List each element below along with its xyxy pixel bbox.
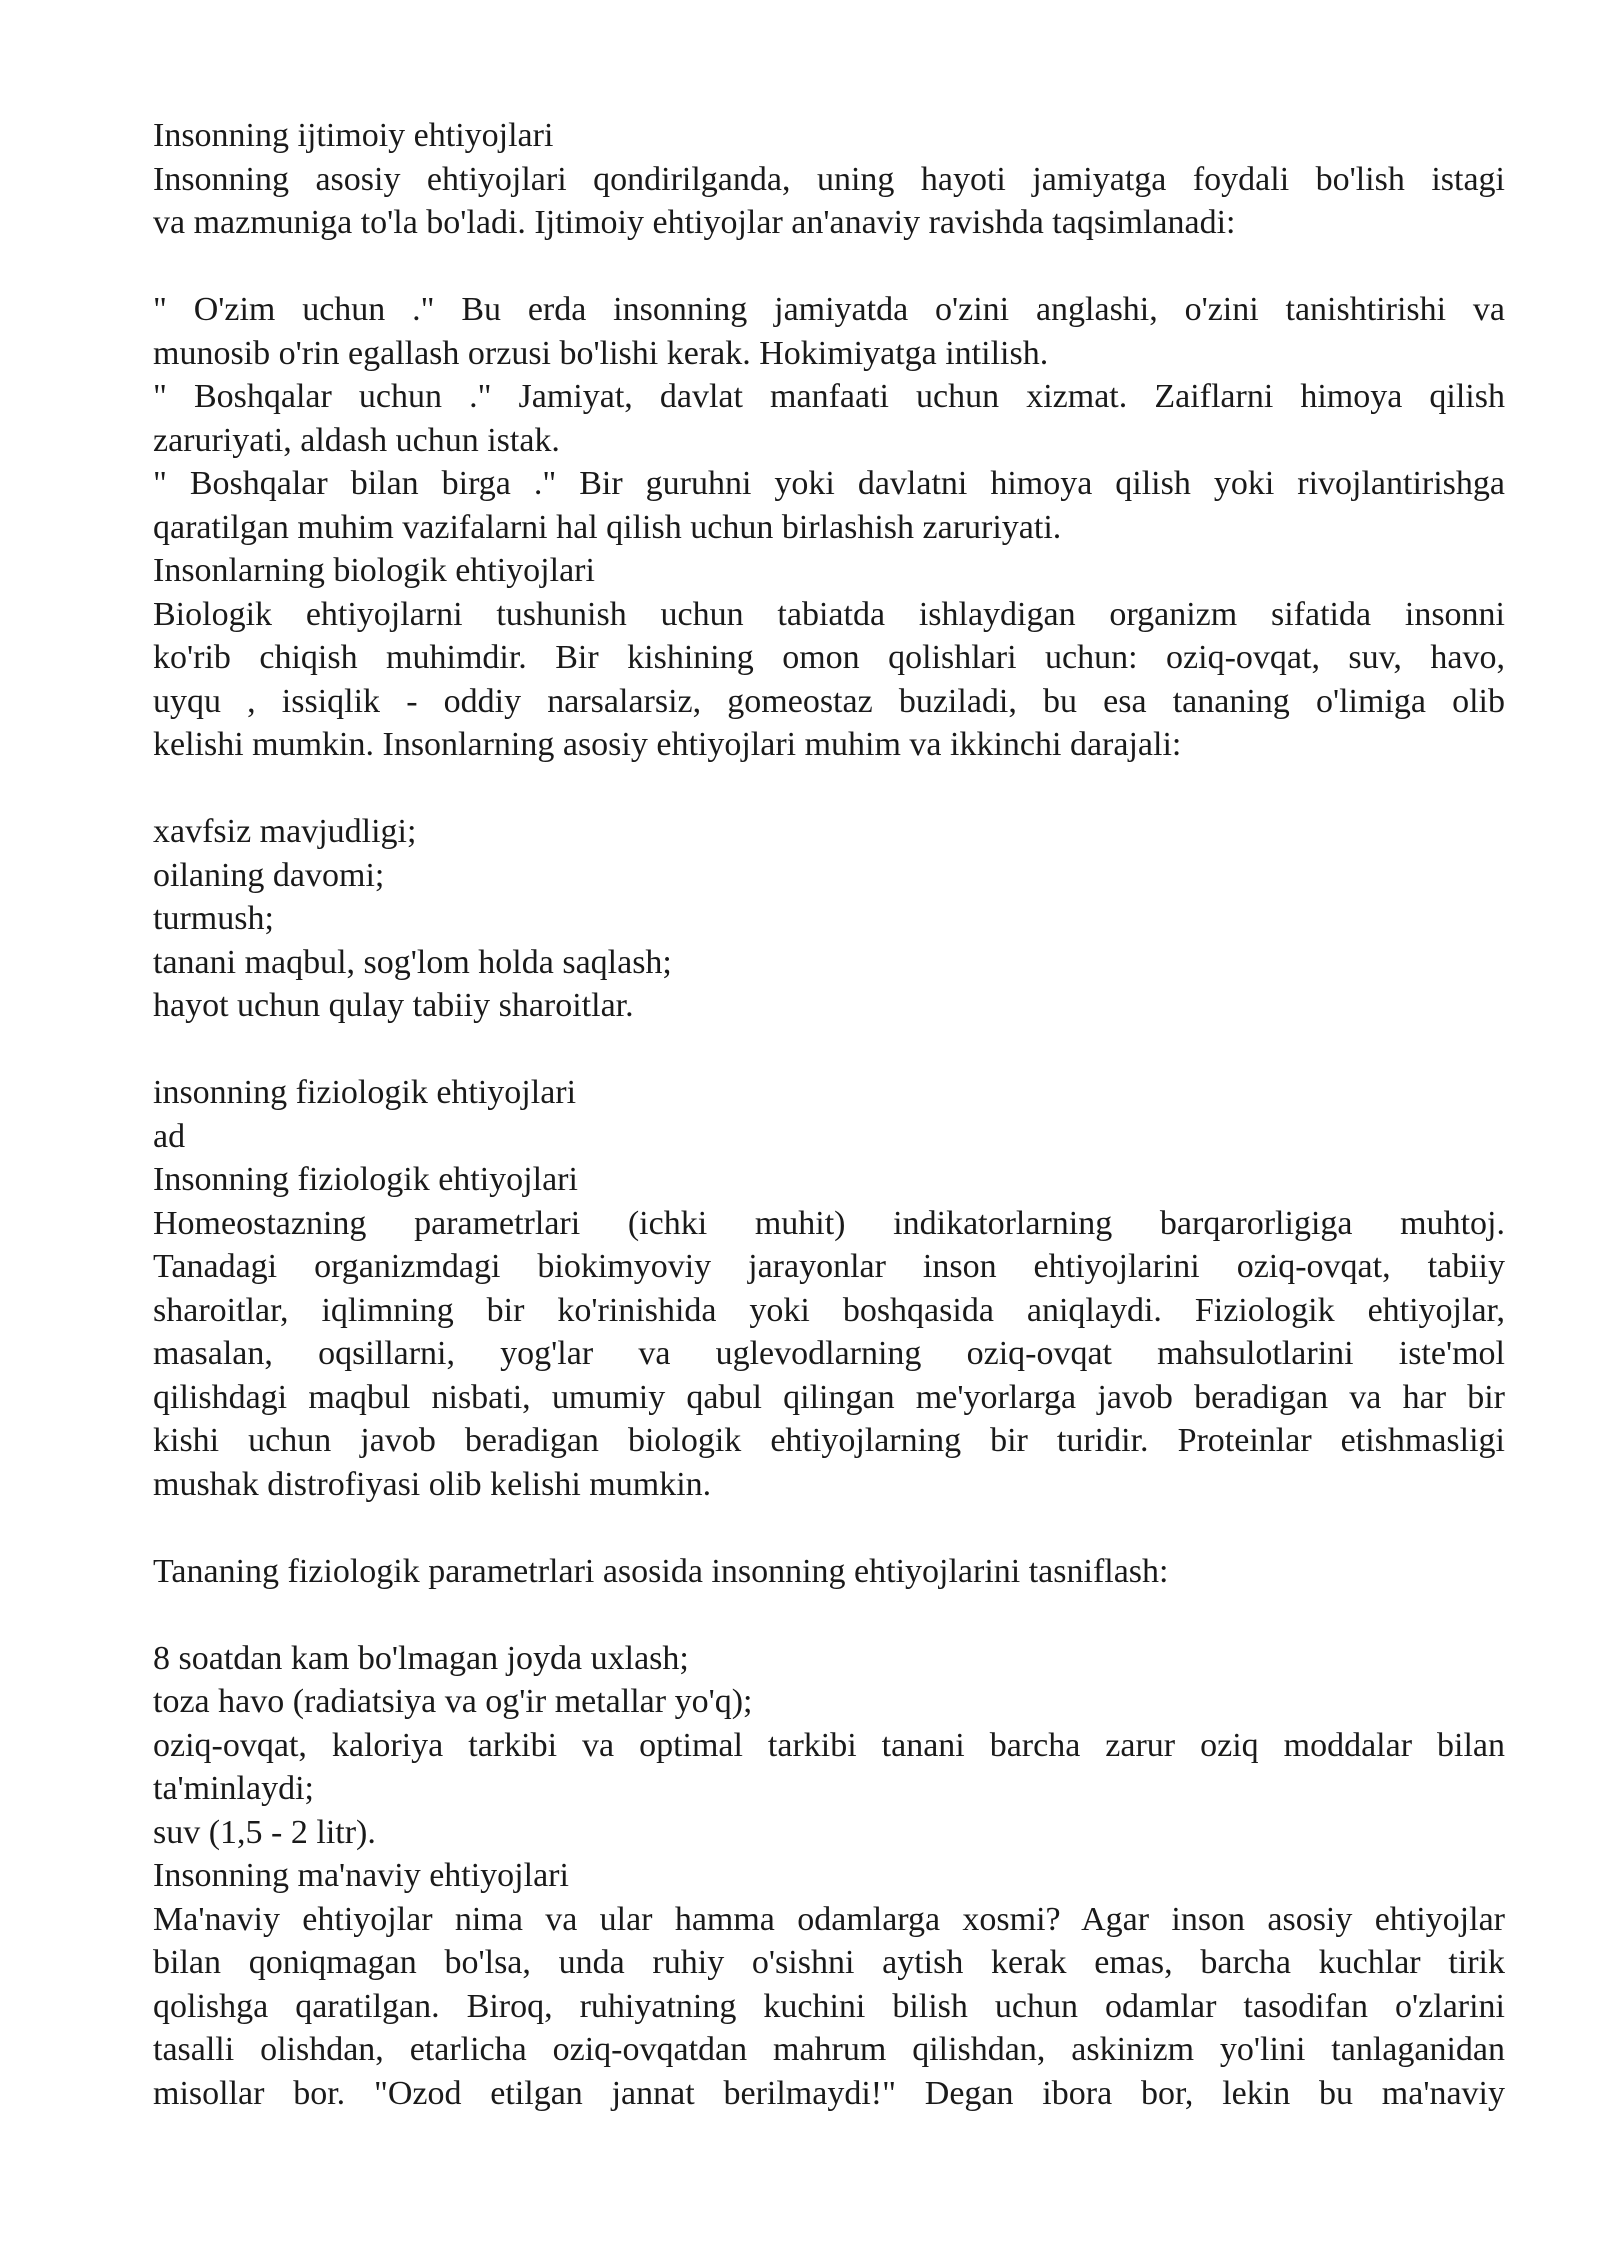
text-line: hayot uchun qulay tabiiy sharoitlar. [153,987,634,1024]
blank-line [153,1028,1505,1072]
text-line: ko'rib chiqish muhimdir. Bir kishining omon qolishlari uchun: oziq-ovqat, suv, havo, [153,639,1505,676]
text-line: suv (1,5 - 2 litr). [153,1813,376,1851]
text-line: qaratilgan muhim vazifalarni hal qilish uchun birlashish zaruriyati. [153,508,1062,546]
text-line: uyqu , issiqlik - oddiy narsalarsiz, gomeostaz buziladi, bu esa tananing o'limiga olib [153,682,1505,720]
text-line: Biologik ehtiyojlarni tushunish uchun tabiatda ishlaydigan organizm sifatida insonni [153,595,1505,633]
blank-line [153,1506,1505,1550]
text-line: insonning fiziologik ehtiyojlari [153,1074,577,1111]
text-line: kelishi mumkin. Insonlarning asosiy ehtiyojlari muhim va ikkinchi darajali: [153,726,1182,763]
text-line: toza havo (radiatsiya va og'ir metallar yo'q); [153,1683,753,1720]
blank-line [153,767,1505,811]
text-line: ad [153,1117,186,1155]
text-line: " Boshqalar uchun ." Jamiyat, davlat manfaati uchun xizmat. Zaiflarni himoya qilish [153,378,1505,415]
text-line: oilaning davomi; [153,856,385,894]
text-line: Tanadagi organizmdagi biokimyoviy jarayonlar inson ehtiyojlarini oziq-ovqat, tabiiy [153,1248,1505,1285]
text-line: " O'zim uchun ." Bu erda insonning jamiyatda o'zini anglashi, o'zini tanishtirishi va [153,291,1505,328]
text-line: sharoitlar, iqlimning bir ko'rinishida yoki boshqasida aniqlaydi. Fiziologik ehtiyojlar, [153,1291,1505,1329]
text-line: ta'minlaydi; [153,1770,314,1807]
document-page [153,114,1505,2115]
text-line: Insonning ijtimoiy ehtiyojlari [153,117,554,154]
blank-line [153,1593,1505,1637]
text-line: " Boshqalar bilan birga ." Bir guruhni yoki davlatni himoya qilish yoki rivojlantirishga [153,465,1505,502]
text-line: Tananing fiziologik parametrlari asosida insonning ehtiyojlarini tasniflash: [153,1552,1169,1590]
text-line: bilan qoniqmagan bo'lsa, unda ruhiy o'sishni aytish kerak emas, barcha kuchlar tirik [153,1944,1505,1981]
text-line: Homeostazning parametrlari (ichki muhit) indikatorlarning barqarorligiga muhtoj. [153,1204,1505,1242]
text-line: kishi uchun javob beradigan biologik ehtiyojlarning bir turidir. Proteinlar etishmasligi [153,1422,1505,1459]
text-line: mushak distrofiyasi olib kelishi mumkin. [153,1465,712,1503]
text-line: oziq-ovqat, kaloriya tarkibi va optimal tarkibi tanani barcha zarur oziq moddalar bilan [153,1726,1505,1764]
text-line: misollar bor. "Ozod etilgan jannat berilmaydi!" Degan ibora bor, lekin bu ma'naviy [153,2074,1505,2112]
text-line: qolishga qaratilgan. Biroq, ruhiyatning kuchini bilish uchun odamlar tasodifan o'zlarini [153,1987,1505,2025]
text-line: tanani maqbul, sog'lom holda saqlash; [153,943,672,981]
text-line: tasalli olishdan, etarlicha oziq-ovqatdan mahrum qilishdan, askinizm yo'lini tanlaganidan [153,2031,1505,2068]
blank-line [153,245,1505,289]
text-line: Insonlarning biologik ehtiyojlari [153,552,595,589]
text-line: Insonning ma'naviy ehtiyojlari [153,1857,569,1894]
text-line: munosib o'rin egallash orzusi bo'lishi kerak. Hokimiyatga intilish. [153,334,1049,372]
text-line: Insonning fiziologik ehtiyojlari [153,1161,578,1198]
text-line: xavfsiz mavjudligi; [153,813,417,850]
text-line: Ma'naviy ehtiyojlar nima va ular hamma odamlarga xosmi? Agar inson asosiy ehtiyojlar [153,1900,1505,1938]
text-line: Insonning asosiy ehtiyojlari qondirilganda, uning hayoti jamiyatga foydali bo'lish istagi [153,160,1505,198]
text-line: zaruriyati, aldash uchun istak. [153,421,560,459]
text-line: turmush; [153,900,274,937]
text-line: 8 soatdan kam bo'lmagan joyda uxlash; [153,1639,689,1677]
text-line: qilishdagi maqbul nisbati, umumiy qabul qilingan me'yorlarga javob beradigan va har bir [153,1378,1505,1416]
text-line: masalan, oqsillarni, yog'lar va uglevodlarning oziq-ovqat mahsulotlarini iste'mol [153,1335,1505,1372]
text-line: va mazmuniga to'la bo'ladi. Ijtimoiy ehtiyojlar an'anaviy ravishda taqsimlanadi: [153,204,1236,241]
